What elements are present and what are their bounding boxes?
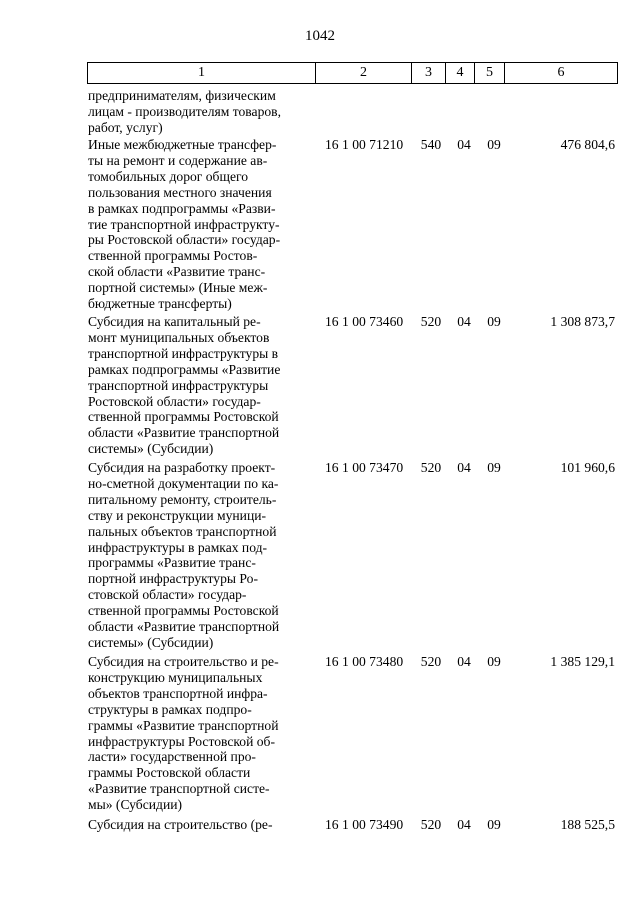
row-col-4: 04 bbox=[457, 817, 471, 832]
row-code: 16 1 00 73490 bbox=[325, 817, 404, 832]
row-description: предпринимателям, физическим лицам - производителям товаров, работ, услуг) bbox=[88, 88, 281, 135]
row-code: 16 1 00 71210 bbox=[325, 137, 404, 152]
row-col-5: 09 bbox=[487, 137, 501, 152]
row-col-5: 09 bbox=[487, 460, 501, 475]
row-amount: 188 525,5 bbox=[560, 817, 615, 832]
row-col-3: 520 bbox=[420, 654, 442, 669]
page-number: 1042 bbox=[305, 28, 335, 44]
row-col-3: 520 bbox=[420, 314, 442, 329]
row-description: Субсидия на капитальный ре- монт муниципальных объектов транспортной инфраструктуры в рамках подпрограммы «Развитие транспортной инфраструктуры Ростовской области» государ- ственной программы Ростовской области «Развитие транспортной системы» (Субсидии) bbox=[88, 314, 281, 457]
row-description: Субсидия на разработку проект- но-сметной документации по ка- питальному ремонту, строитель- ству и реконструкции муници- пальных объектов транспортной инфраструктуры в рамках под- программы «Развитие транс- портной инфраструктуры Ро- стовской области» государ- ственной программы Ростовской области «Развитие транспортной системы» (Субсидии) bbox=[88, 460, 280, 650]
row-col-4: 04 bbox=[457, 137, 471, 152]
row-col-4: 04 bbox=[457, 460, 471, 475]
row-code: 16 1 00 73480 bbox=[325, 654, 404, 669]
header-col-6: 6 bbox=[505, 63, 618, 84]
row-amount: 1 385 129,1 bbox=[550, 654, 615, 669]
header-col-4: 4 bbox=[446, 63, 475, 84]
row-col-3: 540 bbox=[420, 137, 442, 152]
row-description: Иные межбюджетные трансфер- ты на ремонт и содержание ав- томобильных дорог общего пользования местного значения в рамках подпрограммы «Разви- тие транспортной инфраструкту- ры Ростовской области» государ- ственной программы Ростов- ской области «Развитие транс- портной системы» (Иные меж- бюджетные трансферты) bbox=[88, 137, 281, 312]
header-col-1: 1 bbox=[88, 63, 316, 84]
row-col-5: 09 bbox=[487, 817, 501, 832]
row-col-3: 520 bbox=[420, 460, 442, 475]
row-description: Субсидия на строительство (ре- bbox=[88, 817, 273, 832]
table-header bbox=[87, 62, 618, 84]
row-amount: 476 804,6 bbox=[560, 137, 615, 152]
row-col-5: 09 bbox=[487, 654, 501, 669]
row-col-5: 09 bbox=[487, 314, 501, 329]
header-col-3: 3 bbox=[412, 63, 446, 84]
row-amount: 1 308 873,7 bbox=[550, 314, 615, 329]
row-amount: 101 960,6 bbox=[560, 460, 615, 475]
row-col-4: 04 bbox=[457, 314, 471, 329]
row-code: 16 1 00 73460 bbox=[325, 314, 404, 329]
row-col-4: 04 bbox=[457, 654, 471, 669]
row-col-3: 520 bbox=[420, 817, 442, 832]
row-code: 16 1 00 73470 bbox=[325, 460, 404, 475]
header-col-5: 5 bbox=[475, 63, 505, 84]
header-row bbox=[88, 63, 618, 84]
row-description: Субсидия на строительство и ре- конструкцию муниципальных объектов транспортной инфра- структуры в рамках подпро- граммы «Развитие транспортной инфраструктуры Ростовской об- ласти» государственной про- граммы Ростовской области «Развитие транспортной систе- мы» (Субсидии) bbox=[88, 654, 279, 813]
header-col-2: 2 bbox=[316, 63, 412, 84]
